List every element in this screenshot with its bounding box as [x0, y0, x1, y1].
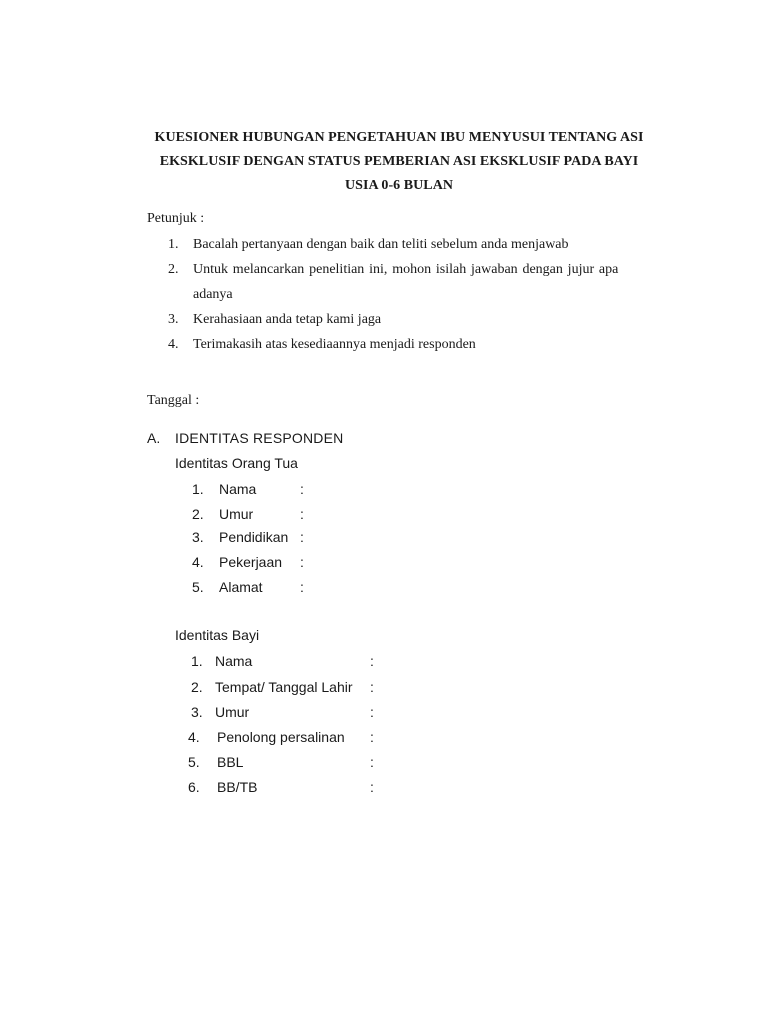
petunjuk-item-number: 4. [168, 337, 179, 352]
petunjuk-item-text-continued: adanya [193, 287, 233, 302]
field-number: 4. [192, 554, 204, 570]
petunjuk-item-text: Kerahasiaan anda tetap kami jaga [193, 312, 382, 327]
petunjuk-item-number: 2. [168, 262, 179, 277]
identitas-orang-tua-title: Identitas Orang Tua [175, 455, 298, 471]
field-colon: : [370, 679, 374, 695]
field-colon: : [370, 653, 374, 669]
field-number: 3. [192, 529, 204, 545]
field-number: 2. [191, 679, 203, 695]
field-label: BBL [217, 754, 244, 770]
title-line-3: USIA 0-6 BULAN [344, 178, 454, 193]
title-line-1: KUESIONER HUBUNGAN PENGETAHUAN IBU MENYUSUI TENTANG ASI [154, 130, 644, 145]
field-number: 5. [188, 754, 200, 770]
petunjuk-item-text: Terimakasih atas kesediaannya menjadi responden [193, 337, 476, 352]
petunjuk-item-text: Bacalah pertanyaan dengan baik dan teliti sebelum anda menjawab [193, 237, 569, 252]
field-number: 4. [188, 729, 200, 745]
field-label: Nama [215, 653, 253, 669]
field-number: 2. [192, 506, 204, 522]
field-label: Umur [215, 704, 250, 720]
field-label: Alamat [219, 579, 263, 595]
field-label: Nama [219, 481, 257, 497]
field-colon: : [370, 779, 374, 795]
section-a-title: IDENTITAS RESPONDEN [175, 430, 344, 446]
identitas-bayi-title: Identitas Bayi [175, 627, 260, 643]
field-label: Tempat/ Tanggal Lahir [215, 679, 353, 695]
field-label: Pendidikan [219, 529, 289, 545]
field-label: Penolong persalinan [217, 729, 345, 745]
field-colon: : [370, 704, 374, 720]
section-a-letter: A. [147, 430, 161, 446]
title-line-2: EKSKLUSIF DENGAN STATUS PEMBERIAN ASI EKSKLUSIF PADA BAYI [159, 154, 639, 169]
tanggal-label: Tanggal : [147, 393, 200, 408]
field-label: Pekerjaan [219, 554, 283, 570]
field-label: BB/TB [217, 779, 258, 795]
petunjuk-label: Petunjuk : [147, 211, 205, 226]
petunjuk-item-text: Untuk melancarkan penelitian ini, mohon isilah jawaban dengan jujur apa [193, 262, 619, 277]
field-colon: : [300, 579, 304, 595]
field-number: 6. [188, 779, 200, 795]
field-colon: : [300, 554, 304, 570]
field-number: 1. [192, 481, 204, 497]
field-colon: : [300, 529, 304, 545]
field-colon: : [370, 729, 374, 745]
petunjuk-item-number: 1. [168, 237, 179, 252]
field-number: 1. [191, 653, 203, 669]
field-label: Umur [219, 506, 254, 522]
field-number: 3. [191, 704, 203, 720]
field-colon: : [370, 754, 374, 770]
field-colon: : [300, 506, 304, 522]
petunjuk-item-number: 3. [168, 312, 179, 327]
field-colon: : [300, 481, 304, 497]
field-number: 5. [192, 579, 204, 595]
